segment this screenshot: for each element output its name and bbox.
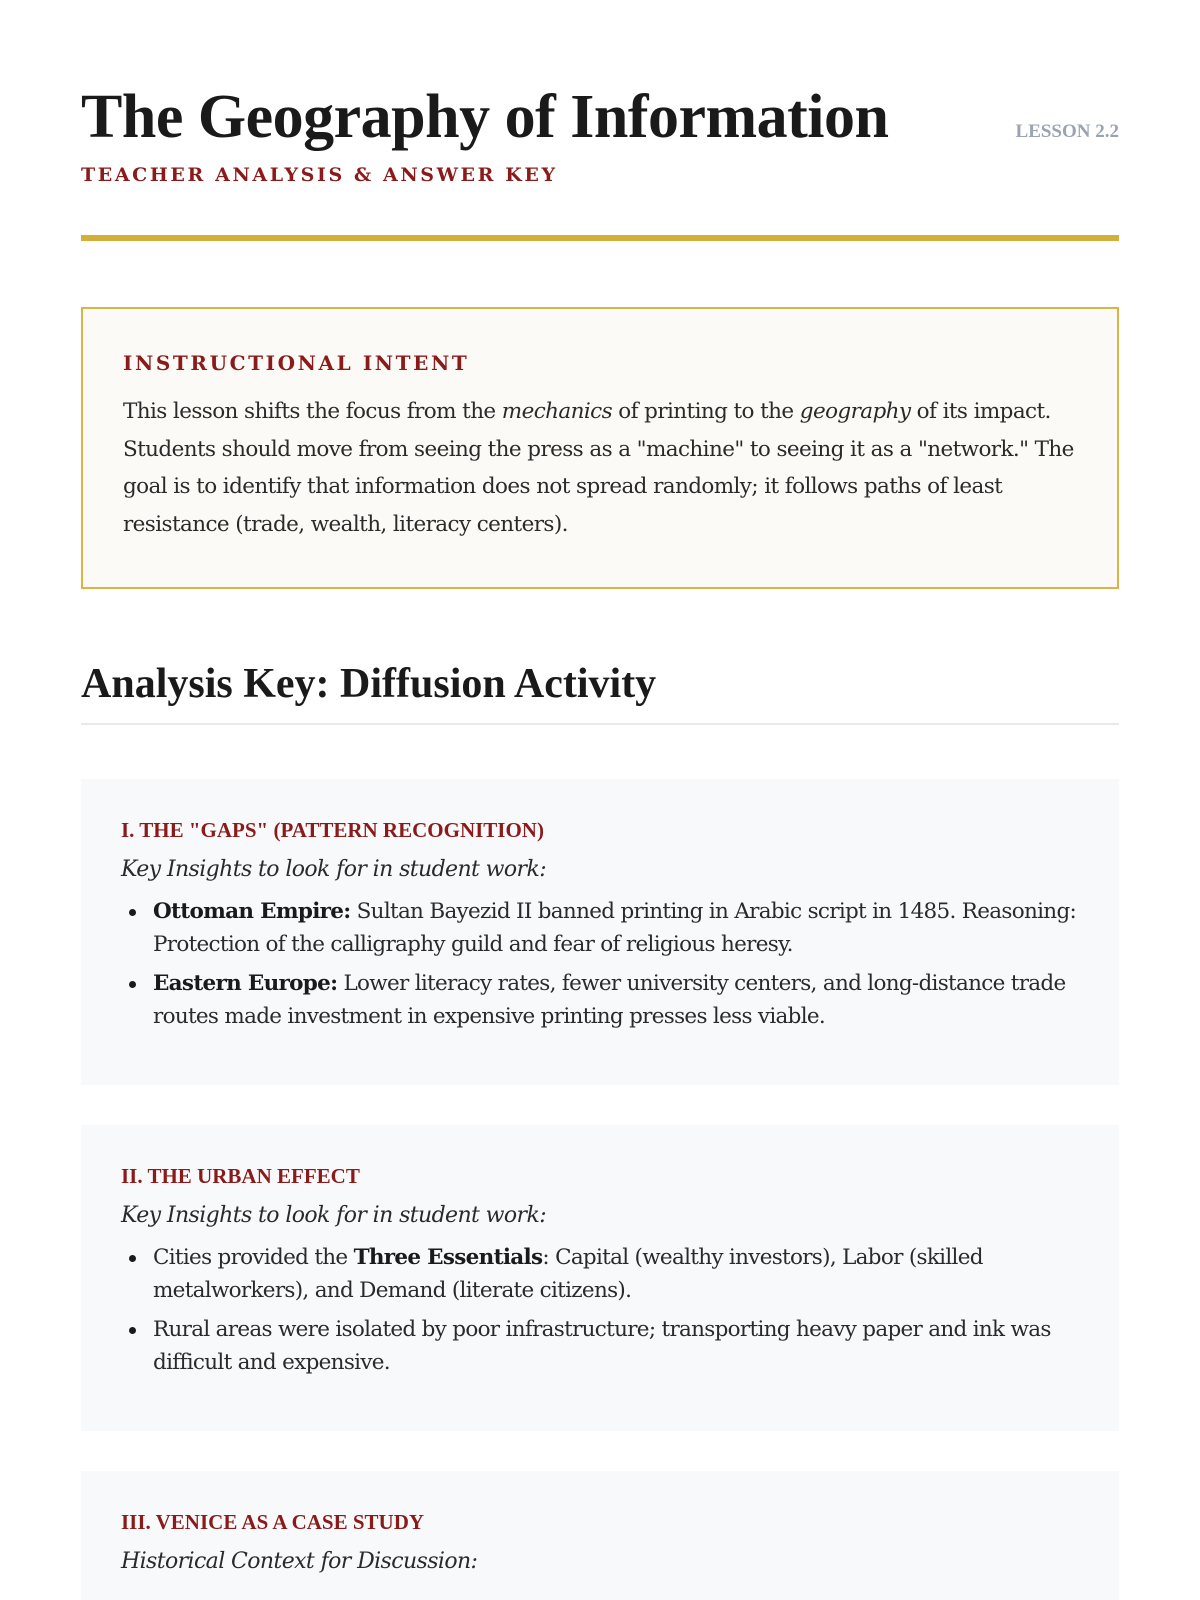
card-heading: I. THE "GAPS" (PATTERN RECOGNITION) (121, 818, 544, 842)
insight-list (121, 1241, 1079, 1379)
list-item (153, 895, 1079, 961)
list-item (153, 1241, 1079, 1307)
intent-text-part: of its impact. Students should move from seeing the press as a "machine" to seeing it as a "network." The goal is to identify that information does not spread randomly; it follows paths of least resistance (trade, wealth, literacy centers). (123, 399, 1074, 537)
analysis-card-urban (81, 1125, 1119, 1431)
analysis-card-gaps (81, 779, 1119, 1085)
intent-text-part: This lesson shifts the focus from the (123, 399, 502, 424)
page-title: The Geography of Information (81, 83, 889, 151)
intent-text (123, 393, 1077, 543)
page-subtitle: TEACHER ANALYSIS & ANSWER KEY (81, 164, 558, 186)
intent-emphasis-geography: geography (799, 399, 911, 424)
analysis-card-venice (81, 1471, 1119, 1600)
list-item (153, 1313, 1079, 1379)
card-subheading: Key Insights to look for in student work: (121, 1203, 547, 1228)
item-text: : Capital (wealthy investors), Labor (skilled metalworkers), and Demand (literate citizens). (153, 1245, 983, 1303)
section-title: Analysis Key: Diffusion Activity (81, 659, 1119, 725)
document-header (81, 0, 1119, 241)
lesson-badge: LESSON 2.2 (1015, 121, 1119, 142)
item-text: Sultan Bayezid II banned printing in Arabic script in 1485. Reasoning: Protection of the calligraphy guild and fear of religious heresy. (153, 899, 1077, 957)
card-heading: III. VENICE AS A CASE STUDY (121, 1510, 425, 1534)
item-bold: Three Essentials (353, 1245, 543, 1270)
list-item (153, 967, 1079, 1033)
item-bold: Eastern Europe: (153, 971, 338, 996)
intent-emphasis-mechanics: mechanics (501, 399, 613, 424)
card-subheading: Historical Context for Discussion: (121, 1549, 478, 1574)
item-text: Rural areas were isolated by poor infrastructure; transporting heavy paper and ink was difficult and expensive. (153, 1317, 1051, 1375)
instructional-intent-box (81, 307, 1119, 589)
item-text: Lower literacy rates, fewer university centers, and long-distance trade routes made investment in expensive printing presses less viable. (153, 971, 1066, 1029)
intent-text-part: of printing to the (612, 399, 800, 424)
card-heading: II. THE URBAN EFFECT (121, 1164, 360, 1188)
card-subheading: Key Insights to look for in student work: (121, 857, 547, 882)
intent-label: INSTRUCTIONAL INTENT (123, 351, 470, 375)
insight-list (121, 895, 1079, 1033)
item-text: Cities provided the (153, 1245, 354, 1270)
item-bold: Ottoman Empire: (153, 899, 351, 924)
